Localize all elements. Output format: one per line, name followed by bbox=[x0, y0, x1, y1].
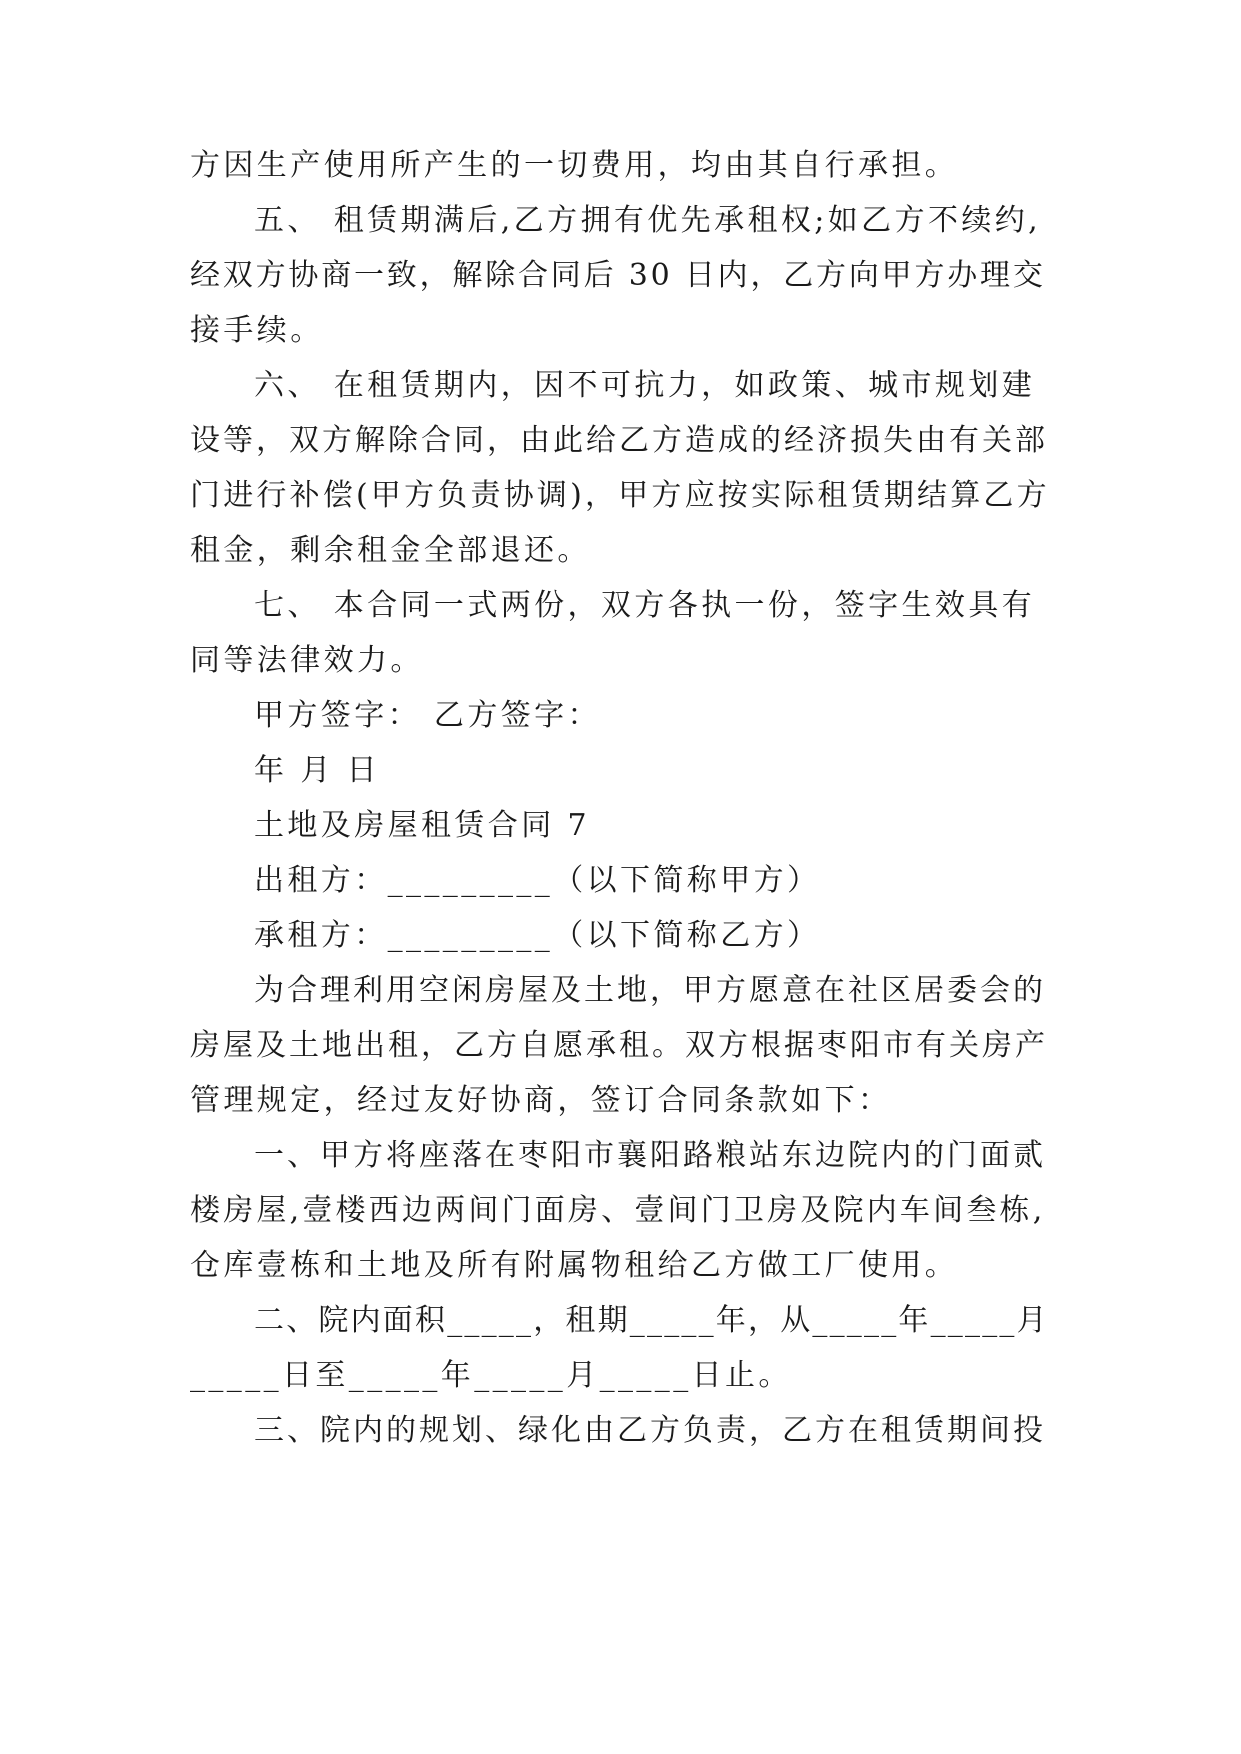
lessor-line: 出租方：_________（以下简称甲方） bbox=[254, 863, 821, 898]
body-line: 管理规定，经过友好协商，签订合同条款如下： bbox=[190, 1083, 892, 1118]
body-line: 房屋及土地出租，乙方自愿承租。双方根据枣阳市有关房产 bbox=[190, 1028, 1048, 1063]
body-line: 设等，双方解除合同，由此给乙方造成的经济损失由有关部 bbox=[190, 423, 1048, 458]
body-line: 经双方协商一致，解除合同后 30 日内，乙方向甲方办理交 bbox=[190, 258, 1046, 293]
preamble-line: 为合理利用空闲房屋及土地，甲方愿意在社区居委会的 bbox=[254, 973, 1046, 1008]
body-line: 接手续。 bbox=[190, 313, 324, 348]
body-line: 租金，剩余租金全部退还。 bbox=[190, 533, 591, 568]
signature-line: 甲方签字： 乙方签字： bbox=[254, 698, 601, 733]
clause-3-line: 三、院内的规划、绿化由乙方负责，乙方在租赁期间投 bbox=[254, 1413, 1046, 1448]
contract-title: 土地及房屋租赁合同 7 bbox=[254, 808, 591, 843]
clause-6-line: 六、 在租赁期内，因不可抗力，如政策、城市规划建 bbox=[254, 368, 1036, 403]
clause-7-line: 七、 本合同一式两份，双方各执一份，签字生效具有 bbox=[254, 588, 1036, 623]
body-line: 同等法律效力。 bbox=[190, 643, 424, 678]
body-line: _____日至_____年_____月_____日止。 bbox=[190, 1358, 792, 1393]
clause-5-line: 五、 租赁期满后,乙方拥有优先承租权;如乙方不续约, bbox=[254, 203, 1042, 238]
body-line: 仓库壹栋和土地及所有附属物租给乙方做工厂使用。 bbox=[190, 1248, 959, 1283]
body-line: 方因生产使用所产生的一切费用，均由其自行承担。 bbox=[190, 148, 959, 183]
clause-1-line: 一、甲方将座落在枣阳市襄阳路粮站东边院内的门面贰 bbox=[254, 1138, 1046, 1173]
body-line: 门进行补偿(甲方负责协调)，甲方应按实际租赁期结算乙方 bbox=[190, 478, 1050, 513]
lessee-line: 承租方：_________（以下简称乙方） bbox=[254, 918, 821, 953]
body-line: 楼房屋,壹楼西边两间门面房、壹间门卫房及院内车间叁栋, bbox=[190, 1193, 1046, 1228]
date-line: 年 月 日 bbox=[254, 753, 381, 788]
clause-2-line: 二、院内面积_____，租期_____年，从_____年_____月 bbox=[254, 1303, 1049, 1338]
